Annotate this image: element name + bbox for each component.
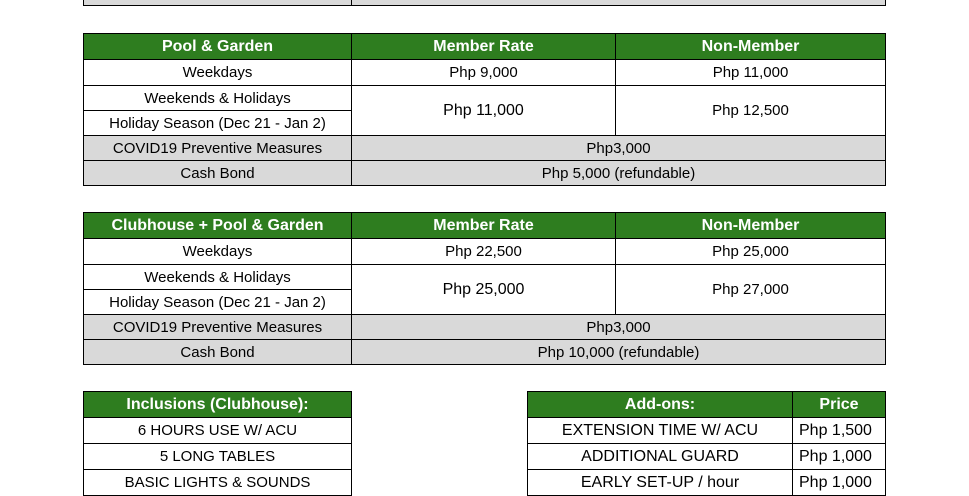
column-header: Pool & Garden (84, 34, 352, 60)
addon-item: ADDITIONAL GUARD (528, 444, 793, 470)
row-label: Weekdays (84, 239, 352, 265)
table-row (84, 315, 886, 340)
column-header: Inclusions (Clubhouse): (84, 392, 352, 418)
column-header: Price (793, 392, 886, 418)
table-header-row (84, 34, 886, 60)
non-member-rate: Php 27,000 (616, 265, 886, 315)
member-rate: Php 9,000 (352, 60, 616, 86)
table-header-row (84, 213, 886, 239)
table-row (528, 418, 886, 444)
inclusion-item: 5 LONG TABLES (84, 444, 352, 470)
column-header: Add-ons: (528, 392, 793, 418)
table-row (528, 470, 886, 496)
table-header-row (84, 392, 352, 418)
table-row (84, 86, 886, 111)
member-rate: Php 11,000 (352, 86, 616, 136)
addon-price: Php 1,000 (793, 444, 886, 470)
table-row (84, 239, 886, 265)
non-member-rate: Php 11,000 (616, 60, 886, 86)
non-member-rate: Php 12,500 (616, 86, 886, 136)
row-label: COVID19 Preventive Measures (84, 136, 352, 161)
addon-price: Php 1,500 (793, 418, 886, 444)
row-label: Cash Bond (84, 340, 352, 365)
column-header: Non-Member (616, 213, 886, 239)
row-label: Cash Bond (84, 161, 352, 186)
list-item (84, 444, 352, 470)
table-header-row (528, 392, 886, 418)
covid-fee: Php3,000 (352, 315, 886, 340)
list-item (84, 418, 352, 444)
table-row (84, 60, 886, 86)
column-header: Member Rate (352, 34, 616, 60)
member-rate: Php 25,000 (352, 265, 616, 315)
column-header: Member Rate (352, 213, 616, 239)
inclusion-item: 6 HOURS USE W/ ACU (84, 418, 352, 444)
table-row (84, 161, 886, 186)
row-label: Holiday Season (Dec 21 - Jan 2) (84, 111, 352, 136)
addon-item: EXTENSION TIME W/ ACU (528, 418, 793, 444)
addon-price: Php 1,000 (793, 470, 886, 496)
row-label: Holiday Season (Dec 21 - Jan 2) (84, 290, 352, 315)
cash-bond-value: Php 10,000 (refundable) (352, 340, 886, 365)
clubhouse-pool-rate-table (83, 212, 886, 365)
row-label: Weekends & Holidays (84, 86, 352, 111)
inclusions-table (83, 391, 352, 496)
table-cell (352, 0, 886, 6)
row-label: Weekdays (84, 60, 352, 86)
table-row (84, 340, 886, 365)
member-rate: Php 22,500 (352, 239, 616, 265)
column-header: Clubhouse + Pool & Garden (84, 213, 352, 239)
pool-garden-rate-table (83, 33, 886, 186)
column-header: Non-Member (616, 34, 886, 60)
row-label: Weekends & Holidays (84, 265, 352, 290)
addons-table (527, 391, 886, 496)
cash-bond-value: Php 5,000 (refundable) (352, 161, 886, 186)
table-row (84, 136, 886, 161)
addon-item: EARLY SET-UP / hour (528, 470, 793, 496)
non-member-rate: Php 25,000 (616, 239, 886, 265)
table-row (84, 0, 886, 6)
row-label: COVID19 Preventive Measures (84, 315, 352, 340)
list-item (84, 470, 352, 496)
top-rate-table-partial (83, 0, 886, 6)
table-cell (84, 0, 352, 6)
inclusion-item: BASIC LIGHTS & SOUNDS (84, 470, 352, 496)
table-row (84, 265, 886, 290)
covid-fee: Php3,000 (352, 136, 886, 161)
table-row (528, 444, 886, 470)
